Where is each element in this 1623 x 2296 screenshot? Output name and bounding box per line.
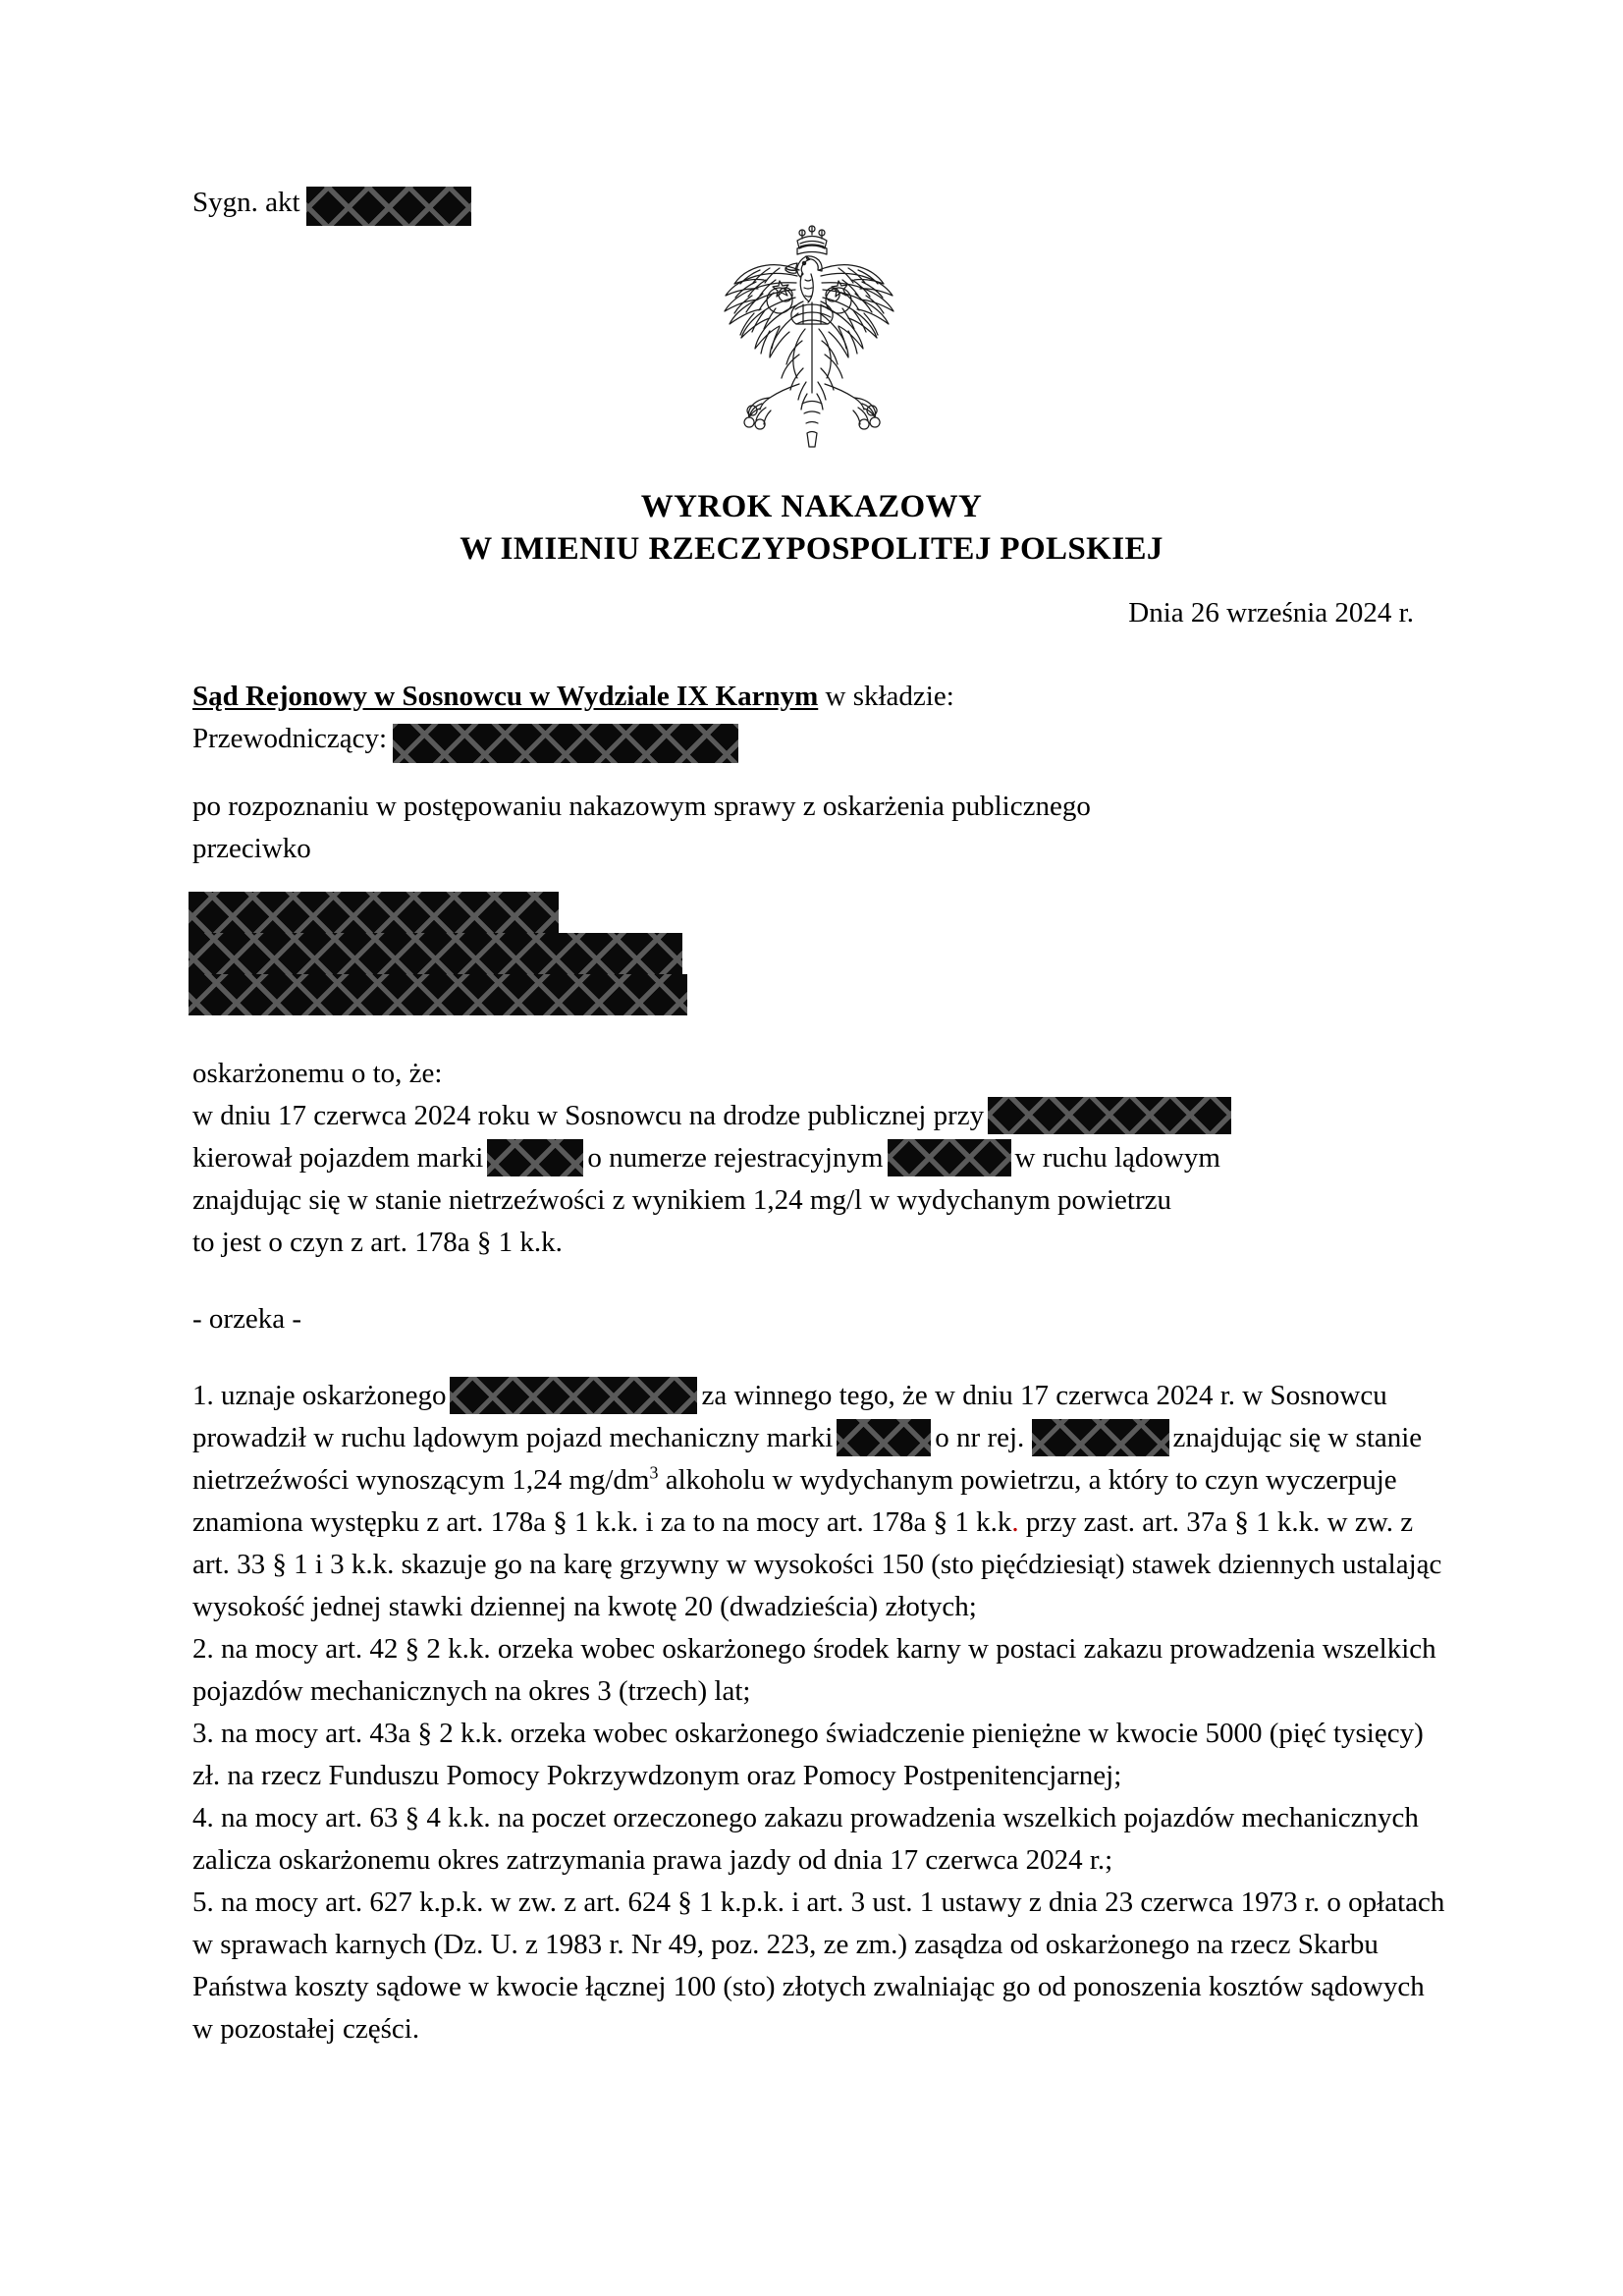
ruling-item-1-superscript: 3 bbox=[649, 1462, 659, 1483]
presiding-judge-line bbox=[192, 718, 1439, 760]
title-line-2: W IMIENIU RZECZYPOSPOLITEJ POLSKIEJ bbox=[460, 531, 1163, 567]
polish-eagle-icon bbox=[709, 211, 915, 457]
ruling-item-3: 3. na mocy art. 43a § 2 k.k. orzeka wobec oskarżonego świadczenie pieniężne w kwocie 5000 (pięć tysięcy) zł. na rzecz Funduszu Pomocy Pokrzywdzonym oraz Pomocy Postpenitencjarnej; bbox=[192, 1718, 1424, 1791]
accusation-line-2-b: o numerze rejestracyjnym bbox=[587, 1142, 884, 1174]
court-name-line bbox=[192, 676, 1439, 718]
accusation-line-2 bbox=[192, 1137, 1459, 1179]
ruling-item-1-f: przy zast. art. 37a § 1 k.k. w zw. z art. 33 § 1 i 3 k.k. skazuje go na karę grzywny w wysokości 150 (sto pięćdziesiąt) stawek dziennych ustalając wysokość jednej stawki dziennej na kwotę 20 (dwadzieścia) złotych; bbox=[192, 1506, 1442, 1622]
accusation-line-3: znajdując się w stanie nietrzeźwości z wynikiem 1,24 mg/l w wydychanym powietrzu bbox=[192, 1184, 1171, 1216]
accusation-heading: oskarżonemu o to, że: bbox=[192, 1058, 443, 1089]
redaction-vehicle-make bbox=[487, 1139, 583, 1176]
redaction-defendant-line-1 bbox=[189, 892, 559, 933]
orzeka-label: - orzeka - bbox=[192, 1303, 302, 1335]
ruling-item-1-d: znajdując się w stanie nietrzeźwości wynoszącym 1,24 mg/dm bbox=[192, 1422, 1423, 1496]
accusation-line-1-text: w dniu 17 czerwca 2024 roku w Sosnowcu na drodze publicznej przy bbox=[192, 1100, 985, 1131]
accusation-line-2-c: w ruchu lądowym bbox=[1014, 1142, 1220, 1174]
ruling-item-1-b: za winnego tego, że w dniu 17 czerwca 2024 r. w Sosnowcu prowadził w ruchu lądowym pojazd mechaniczny marki bbox=[192, 1380, 1387, 1453]
accusation-line-4: to jest o czyn z art. 178a § 1 k.k. bbox=[192, 1227, 563, 1258]
ruling-item-1-c: o nr rej. bbox=[935, 1422, 1025, 1453]
redaction-plate-number-2 bbox=[1032, 1419, 1169, 1456]
accusation-line-2-a: kierował pojazdem marki bbox=[192, 1142, 484, 1174]
intro-paragraph bbox=[192, 786, 1439, 870]
ruling-item-5: 5. na mocy art. 627 k.p.k. w zw. z art. 624 § 1 k.p.k. i art. 3 ust. 1 ustawy z dnia 23 czerwca 1973 r. o opłatach w sprawach karnych (Dz. U. z 1983 r. Nr 49, poz. 223, ze zm.) zasądza od oskarżonego na rzecz Skarbu Państwa koszty sądowe w kwocie łącznej 100 (sto) złotych zwalniając go od ponoszenia kosztów sądowych w pozostałej części. bbox=[192, 1886, 1445, 2045]
ruling-list bbox=[192, 1375, 1451, 2050]
redaction-defendant-line-3 bbox=[189, 974, 687, 1015]
accusation-block bbox=[192, 1053, 1459, 1264]
document-date: Dnia 26 września 2024 r. bbox=[1128, 597, 1414, 629]
redaction-street-name bbox=[988, 1097, 1231, 1134]
ruling-item-1-a: 1. uznaje oskarżonego bbox=[192, 1380, 447, 1411]
redaction-vehicle-make-2 bbox=[837, 1419, 931, 1456]
ruling-item-2: 2. na mocy art. 42 § 2 k.k. orzeka wobec oskarżonego środek karny w postaci zakazu prowadzenia wszelkich pojazdów mechanicznych na okres 3 (trzech) lat; bbox=[192, 1633, 1436, 1707]
redaction-plate-number bbox=[888, 1139, 1011, 1176]
redaction-defendant-details bbox=[189, 892, 687, 1015]
court-name: Sąd Rejonowy w Sosnowcu w Wydziale IX Karnym bbox=[192, 681, 819, 712]
ruling-item-1-red-period: . bbox=[1011, 1506, 1019, 1538]
presiding-judge-label: Przewodniczący: bbox=[192, 723, 388, 754]
title-line-1: WYROK NAKAZOWY bbox=[640, 489, 983, 524]
accusation-line-1 bbox=[192, 1095, 1459, 1137]
intro-line-1: po rozpoznaniu w postępowaniu nakazowym sprawy z oskarżenia publicznego bbox=[192, 791, 1091, 822]
ruling-item-1 bbox=[192, 1375, 1451, 1628]
court-composition-suffix: w składzie: bbox=[818, 681, 954, 712]
ruling-item-1-e: alkoholu w wydychanym powietrzu, a który to czyn wyczerpuje znamiona występku z art. 178a § 1 k.k. i za to na mocy art. 178a § 1 k.k bbox=[192, 1464, 1397, 1538]
intro-line-2: przeciwko bbox=[192, 833, 311, 864]
court-composition bbox=[192, 676, 1439, 760]
redaction-presiding-judge bbox=[393, 724, 738, 763]
ruling-item-4: 4. na mocy art. 63 § 4 k.k. na poczet orzeczonego zakazu prowadzenia wszelkich pojazdów mechanicznych zalicza oskarżonemu okres zatrzymania prawa jazdy od dnia 17 czerwca 2024 r.; bbox=[192, 1802, 1419, 1876]
document-title bbox=[0, 486, 1623, 571]
redaction-defendant-name bbox=[450, 1377, 697, 1414]
redaction-defendant-line-2 bbox=[189, 933, 682, 974]
case-signature-label: Sygn. akt bbox=[192, 187, 300, 218]
emblem-container bbox=[0, 211, 1623, 457]
